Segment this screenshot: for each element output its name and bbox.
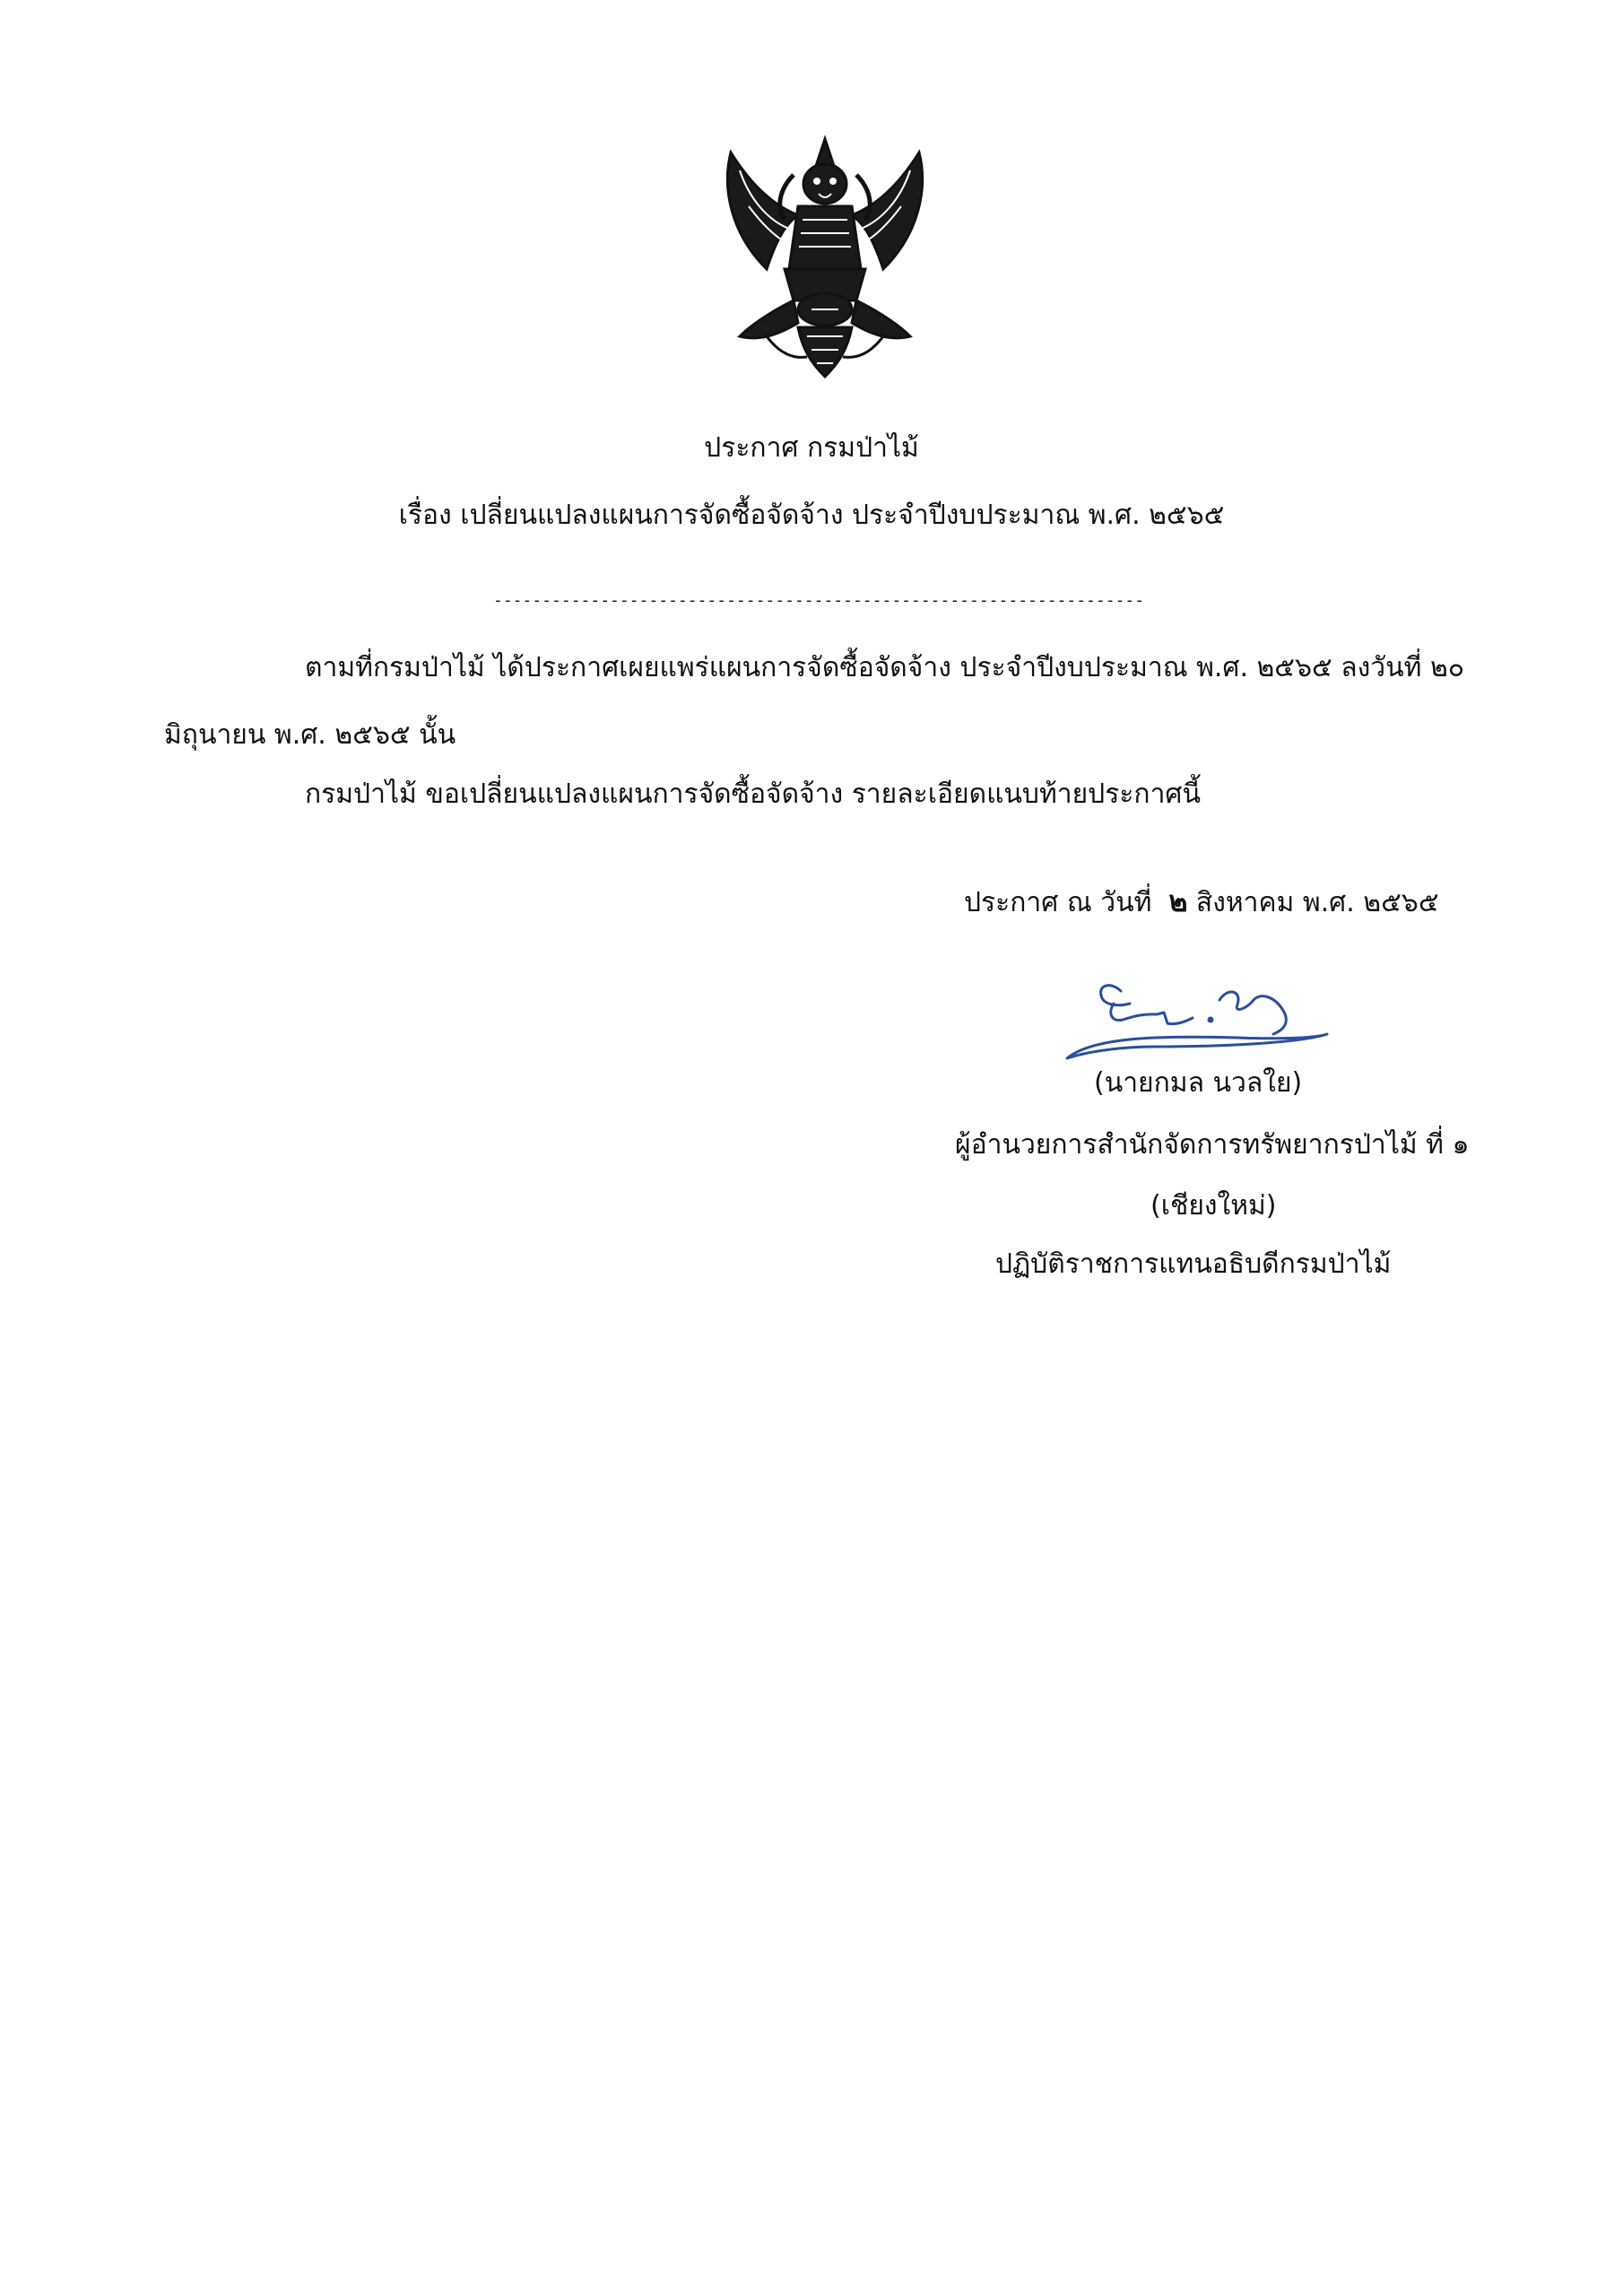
- body-paragraph-2: กรมป่าไม้ ขอเปลี่ยนแปลงแผนการจัดซื้อจัดจ้าง รายละเอียดแนบท้ายประกาศนี้: [305, 778, 1201, 810]
- announcement-subject: เรื่อง เปลี่ยนแปลงแผนการจัดซื้อจัดจ้าง ประจำปีงบประมาณ พ.ศ. ๒๕๖๕: [398, 500, 1225, 531]
- garuda-emblem-icon: [713, 135, 937, 381]
- divider-line: -------------------------------------------------------------------: [493, 591, 1145, 610]
- signatory-position-2: (เชียงใหม่): [1150, 1190, 1277, 1222]
- date-prefix: ประกาศ ณ วันที่: [964, 887, 1152, 918]
- signatory-name: (นายกมล นวลใย): [1094, 1067, 1303, 1099]
- announcement-title: ประกาศ กรมป่าไม้: [704, 432, 919, 464]
- announcement-date: [964, 883, 1439, 921]
- signatory-position-1: ผู้อำนวยการสำนักจัดการทรัพยากรป่าไม้ ที่ ๑: [955, 1129, 1470, 1161]
- date-day: ๒: [1168, 884, 1188, 918]
- date-month-year: สิงหาคม พ.ศ. ๒๕๖๕: [1195, 887, 1439, 918]
- body-paragraph-1: ตามที่กรมป่าไม้ ได้ประกาศเผยแพร่แผนการจัดซื้อจัดจ้าง ประจำปีงบประมาณ พ.ศ. ๒๕๖๕ ลงวันที่ ๒๐: [305, 652, 1465, 683]
- signature-icon: [1058, 973, 1345, 1076]
- signatory-position-3: ปฏิบัติราชการแทนอธิบดีกรมป่าไม้: [995, 1248, 1392, 1280]
- body-paragraph-1-continued: มิถุนายน พ.ศ. ๒๕๖๕ นั้น: [164, 719, 456, 751]
